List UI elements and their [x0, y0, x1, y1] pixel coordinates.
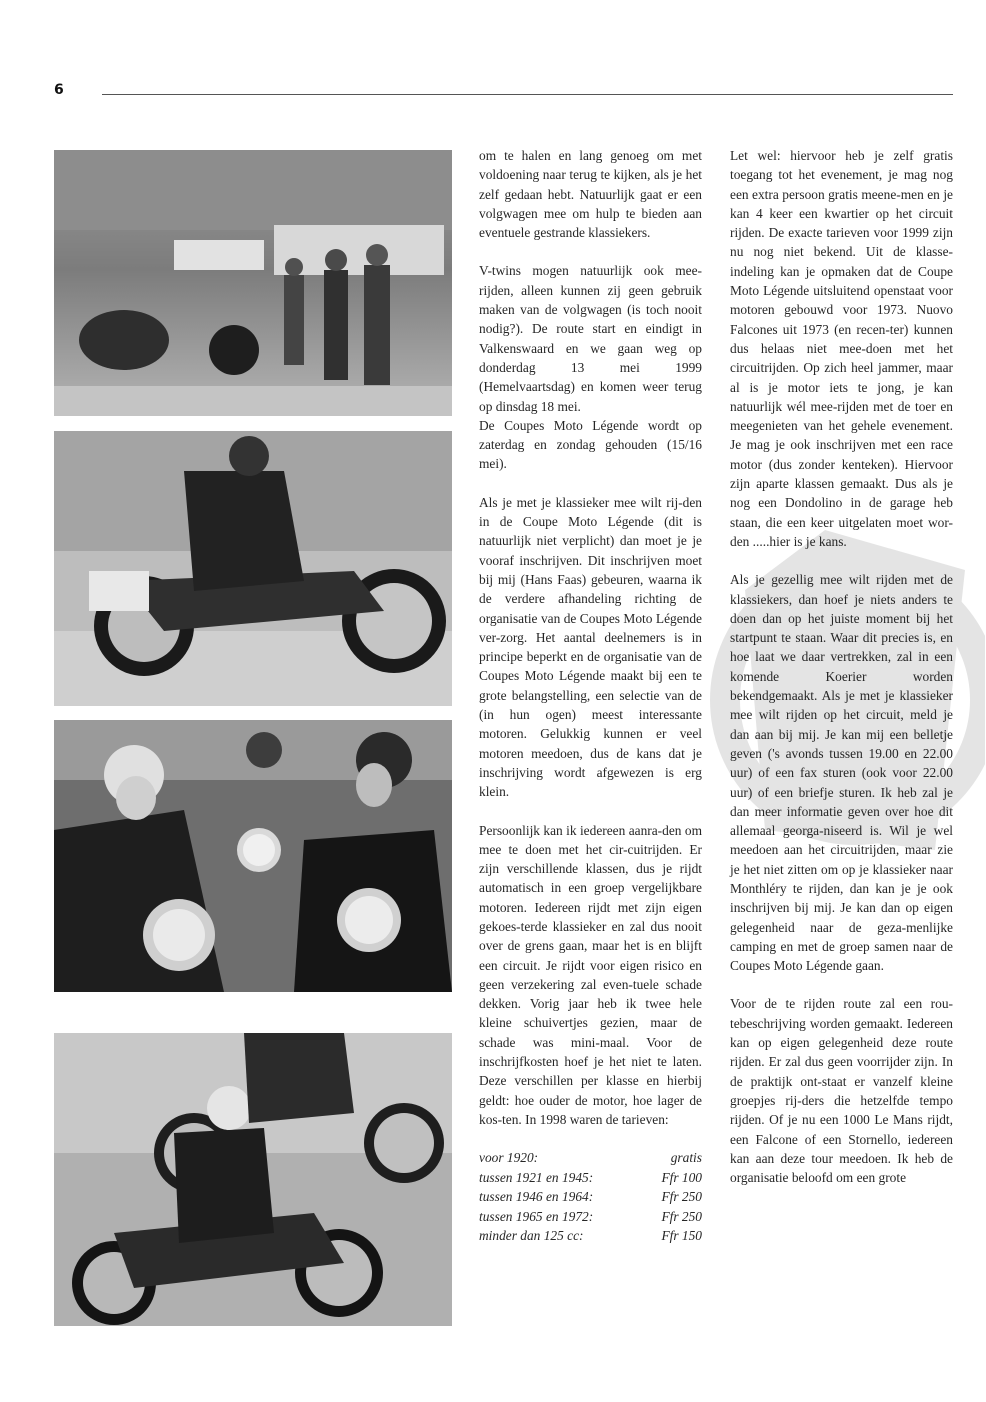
page-number: 6: [54, 82, 64, 98]
rate-row: [479, 1148, 702, 1168]
rate-label: voor 1920:: [479, 1150, 539, 1166]
paragraph: Als je gezellig mee wilt rijden met de klassiekers, dan hoef je niets anders te doen dan op het juiste moment bij het startpunt te staan. Waar dit precies is, en hoe laat we daar vertrekken, zal in een komende Koerier worden bekendgemaakt. Als je met je klassieker mee wilt rijden op het circuit, meld je dan aan bij mij. Je kan mij een belletje geven ('s avonds tussen 19.00 en 22.00 uur) of een fax sturen (ook voor 22.00 uur) of een briefje sturen. Ik heb zal je dan meer informatie geven over hoe dit allemaal georga-niseerd is. Wil je wel meedoen aan het circuitrijden, maar zie je het niet zitten om op je klassieker naar Monthléry te rijden, dan kan je je ook inschrijven bij mij. Je kan dan op eigen gelegenheid naar de geza-menlijke camping en met de groep samen naar de Coupes Moto Légende gaan.: [730, 572, 953, 974]
motorcycle-paddock-crowd-photo: [54, 150, 452, 416]
rate-price: Ffr 250: [661, 1208, 702, 1224]
paragraph: V-twins mogen natuurlijk ook mee-rijden, alleen kunnen zij geen gebruik maken van de volgwagen (is toch nooit nodig?). De route start en eindigt in Valkenswaard en we gaan weg op donderdag 13 mei 1999 (Hemelvaartsdag) en komen weer terug op dinsdag 18 mei.: [479, 263, 702, 414]
paragraph: Let wel: hiervoor heb je zelf gratis toegang tot het evenement, je mag nog een extra persoon gratis meene-men en je kan 4 keer een kwartier op het circuit rijden. De exacte tarieven voor 1999 zijn nu nog niet bekend. Uit de klasse-indeling kan je opmaken dat de Coupe Moto Légende uitsluitend openstaat voor motoren gebouwd voor 1973. Nuovo Falcones uit 1973 (en recen-ter) kunnen dus helaas niet mee-doen met het circuitrijden. Op zich heel jammer, maar al is je motor iets te jong, je kan natuurlijk wél mee-rijden met de toer en meegenieten van het gehele evenement. Je mag je ook inschrijven met een race motor (dus zonder kenteken). Hiervoor zijn aparte klassen gemaakt. Dus als je nog een Dondolino in de garage heb staan, die een keer uitgelaten moet wor-den .....hier is je kans.: [730, 148, 953, 549]
paragraph: De Coupes Moto Légende wordt op zaterdag en zondag gehouden (15/16 mei).: [479, 417, 702, 472]
rate-label: tussen 1965 en 1972:: [479, 1208, 594, 1224]
article-column-right: [730, 146, 953, 1206]
rates-table: [479, 1148, 702, 1246]
rate-label: tussen 1921 en 1945:: [479, 1169, 594, 1185]
two-riders-on-track-photo: [54, 1033, 452, 1326]
header-rule: [102, 94, 953, 95]
rider-on-motorcycle-photo: [54, 431, 452, 706]
rate-row: [479, 1207, 702, 1227]
paragraph: Persoonlijk kan ik iedereen aanra-den om mee te doen met het cir-cuitrijden. Er zijn verschillende klassen, dus je rijdt automatisch in een groep vergelijkbare motoren. Iedereen rijdt met zijn eigen gekoes-terde klassieker en zal dus nooit over de grens gaan, maar het is en blijft een circuit. Je rijdt voor eigen risico en geen verzekering zal even-tuele schade dekken. Vorig jaar heb ik twee hele kleine schuivertjes gezien, maar de schade was mini-maal. Voor de inschrijfkosten hoef je het niet te laten. Deze verschillen per klasse en hierbij geldt: hoe ouder de motor, hoe lager de kos-ten. In 1998 waren de tarieven:: [479, 822, 702, 1127]
smiling-riders-with-helmets-photo: [54, 720, 452, 992]
rate-row: [479, 1226, 702, 1246]
paragraph: Voor de te rijden route zal een rou-tebeschrijving worden gemaakt. Iedereen kan op eigen gelegenheid deze route rijden. Er zal dus geen voorrijder zijn. In de praktijk ont-staat er vanzelf kleine groepjes rij-ders die hetzelfde tempo rijden. Of je nu een 1000 Le Mans rijdt, een Falcone of een Stornello, iedereen kan aan deze tour meedoen. Ik heb de organisatie beloofd om een grote: [730, 996, 953, 1186]
paragraph: om te halen en lang genoeg om met voldoening naar terug te kijken, als je het zelf gedaan hebt. Natuurlijk gaat er een volgwagen mee om hulp te bieden aan eventuele gestrande klassiekers.: [479, 148, 702, 241]
rate-row: [479, 1187, 702, 1207]
rate-price: gratis: [670, 1150, 702, 1166]
rate-price: Ffr 150: [661, 1228, 702, 1244]
rate-price: Ffr 250: [661, 1189, 702, 1205]
article-column-middle: [479, 146, 702, 1246]
rate-row: [479, 1168, 702, 1188]
rate-label: minder dan 125 cc:: [479, 1228, 584, 1244]
rate-price: Ffr 100: [661, 1169, 702, 1185]
paragraph: Als je met je klassieker mee wilt rij-den in de Coupe Moto Légende (dit is natuurlijk niet verplicht) dan moet je je vooraf inschrijven. Dit inschrijven moet bij mij (Hans Faas) gebeuren, waarna ik de verdere afhandeling richting de organisatie van de Coupes Moto Légende ver-zorg. Het aantal deelnemers is in principe beperkt en de organisatie van de Coupes Moto Légende maakt bij een te grote belangstelling, een selectie van de (in hun ogen) meest interessante motoren. Gelukkig kunnen er veel motoren meedoen, dus de kans dat je inschrijving wordt afgewezen is erg klein.: [479, 494, 702, 800]
rate-label: tussen 1946 en 1964:: [479, 1189, 594, 1205]
